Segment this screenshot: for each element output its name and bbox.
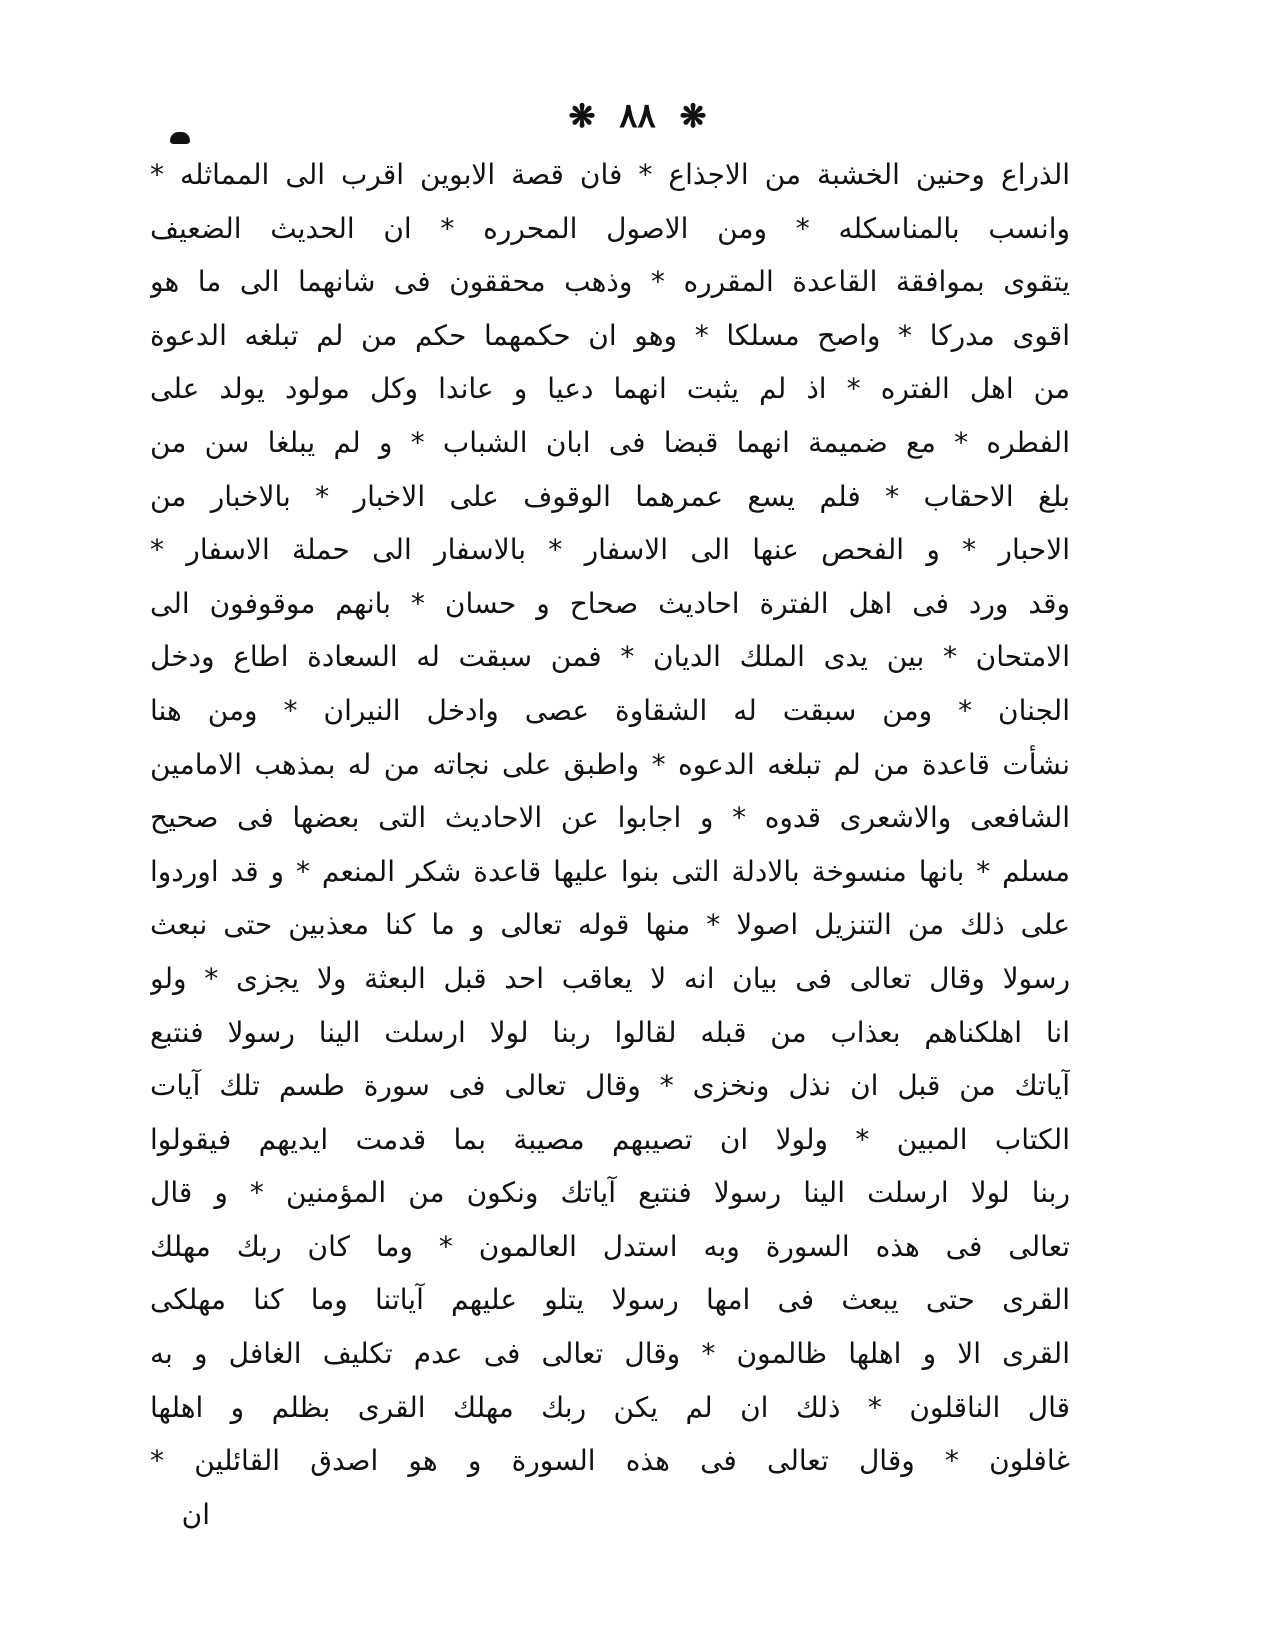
- page-number: ٨٨: [619, 96, 656, 136]
- text-line: الكتاب المبين * ولولا ان تصيبهم مصيبة بما قدمت ايديهم فيقولوا: [150, 1122, 1070, 1156]
- text-line: نشأت قاعدة من لم تبلغه الدعوه * واطبق على نجاته من له بمذهب الامامين: [150, 747, 1070, 781]
- ornament-icon: ❋: [568, 97, 596, 135]
- text-line: بلغ الاحقاب * فلم يسع عمرهما الوقوف على الاخبار * بالاخبار من: [150, 479, 1070, 513]
- text-line: الجنان * ومن سبقت له الشقاوة عصى وادخل النيران * ومن هنا: [150, 693, 1070, 727]
- text-line: ربنا لولا ارسلت الينا رسولا فنتبع آياتك ونكون من المؤمنين * و قال: [150, 1176, 1070, 1210]
- text-line: اقوى مدركا * واصح مسلكا * وهو ان حكمهما حكم من لم تبلغه الدعوة: [150, 318, 1070, 352]
- text-line: آياتك من قبل ان نذل ونخزى * وقال تعالى فى سورة طسم تلك آيات: [150, 1069, 1070, 1103]
- text-line: قال الناقلون * ذلك ان لم يكن ربك مهلك القرى بظلم و اهلها: [150, 1390, 1070, 1424]
- text-line: الفطره * مع ضميمة انهما قبضا فى ابان الشباب * و لم يبلغا سن من: [150, 425, 1070, 459]
- ornament-icon: ❋: [679, 97, 707, 135]
- text-line: انا اهلكناهم بعذاب من قبله لقالوا ربنا لولا ارسلت الينا رسولا فنتبع: [150, 1015, 1070, 1049]
- text-line: تعالى فى هذه السورة وبه استدل العالمون * وما كان ربك مهلك: [150, 1229, 1070, 1263]
- text-line: الذراع وحنين الخشبة من الاجذاع * فان قصة الابوين اقرب الى المماثله *: [150, 158, 1070, 191]
- text-line: رسولا وقال تعالى فى بيان انه لا يعاقب احد قبل البعثة ولا يجزى * ولو: [150, 961, 1070, 995]
- page-header: [0, 92, 1275, 140]
- text-line: القرى حتى يبعث فى امها رسولا يتلو عليهم آياتنا وما كنا مهلكى: [150, 1283, 1070, 1317]
- body-text: [150, 148, 1070, 1541]
- catchword: ان: [181, 1497, 210, 1531]
- text-line: وقد ورد فى اهل الفترة احاديث صحاح و حسان * بانهم موقوفون الى: [150, 586, 1070, 620]
- text-line: يتقوى بموافقة القاعدة المقرره * وذهب محققون فى شانهما الى ما هو: [150, 265, 1070, 299]
- text-line: مسلم * بانها منسوخة بالادلة التى بنوا عليها قاعدة شكر المنعم * و قد اوردوا: [150, 854, 1070, 888]
- text-line: على ذلك من التنزيل اصولا * منها قوله تعالى و ما كنا معذبين حتى نبعث: [150, 908, 1070, 942]
- text-line: غافلون * وقال تعالى فى هذه السورة و هو اصدق القائلين *: [150, 1444, 1070, 1478]
- text-line: الامتحان * بين يدى الملك الديان * فمن سبقت له السعادة اطاع ودخل: [150, 640, 1070, 674]
- text-line: الشافعى والاشعرى قدوه * و اجابوا عن الاحاديث التى بعضها فى صحيح: [150, 801, 1070, 835]
- text-line: القرى الا و اهلها ظالمون * وقال تعالى فى عدم تكليف الغافل و به: [150, 1337, 1070, 1371]
- text-line: من اهل الفتره * اذ لم يثبت انهما دعيا و عاندا وكل مولود يولد على: [150, 372, 1070, 406]
- text-line: وانسب بالمناسكله * ومن الاصول المحرره * ان الحديث الضعيف: [150, 211, 1070, 245]
- text-line: الاحبار * و الفحص عنها الى الاسفار * بالاسفار الى حملة الاسفار *: [150, 533, 1070, 567]
